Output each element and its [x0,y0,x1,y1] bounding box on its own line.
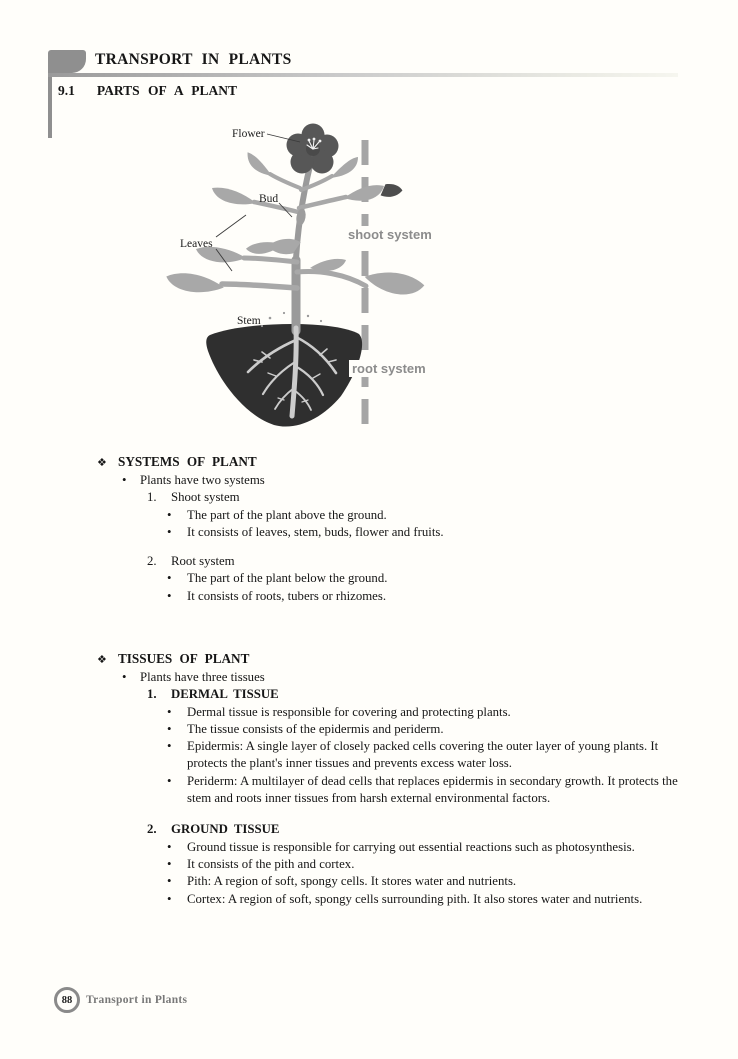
tissues-intro-bullet [97,669,697,686]
item-number: 1. [147,490,157,505]
item-name: Shoot system [171,490,240,505]
dark-leaf-tip [381,182,404,200]
systems-intro-bullet [97,472,697,489]
bullet-icon: • [167,507,172,522]
item-number: 1. [147,687,157,702]
ground-tissue-item [97,821,697,838]
bullet-icon: • [167,739,172,754]
flower-label: Flower [232,128,265,140]
bullet-text: Ground tissue is responsible for carrying out essential reactions such as photosynthesis. [187,839,635,854]
shoot-bullet-1 [97,507,697,524]
stem-label: Stem [237,315,261,327]
dermal-bullet-2 [97,721,697,738]
bud-label: Bud [259,193,279,205]
bullet-icon: • [122,670,127,684]
bullet-icon: • [167,704,172,719]
section-number: 9.1 [58,83,75,98]
systems-section-title [97,453,697,472]
bullet-icon: • [167,571,172,586]
bullet-icon: • [167,839,172,854]
chapter-title: TRANSPORT IN PLANTS [95,51,292,68]
root-system-item [97,553,697,570]
ground-bullet-2 [97,856,697,873]
dermal-bullet-3 [97,738,697,773]
bullet-icon: • [167,856,172,871]
dermal-bullet-4 [97,773,697,808]
bullet-text: Periderm: A multilayer of dead cells that replaces epidermis in secondary growth. It protects the stem and roots inner tissues from harsh external environmental factors. [187,773,678,806]
left-margin-line [48,56,52,138]
bullet-text: Epidermis: A single layer of closely packed cells covering the outer layer of young plants. It protects the plant's inner tissues and prevents excess water loss. [187,739,659,771]
tissues-intro-text: Plants have three tissues [140,670,265,684]
leaves-label: Leaves [180,238,213,250]
bullet-text: It consists of the pith and cortex. [187,856,355,871]
page-number: 88 [61,994,73,1006]
tissues-section-title [97,650,697,669]
systems-title-text: SYSTEMS OF PLANT [118,454,257,469]
root-bullet-2 [97,588,697,605]
shoot-system-item [97,489,697,506]
ground-bullet-4 [97,891,697,908]
item-number: 2. [147,554,157,569]
bullet-text: Pith: A region of soft, spongy cells. It stores water and nutrients. [187,874,517,889]
diamond-marker-icon: ❖ [97,653,107,666]
bullet-icon: • [167,891,172,906]
bullet-text: The part of the plant above the ground. [187,507,387,522]
bullet-icon: • [167,524,172,539]
plant-diagram-svg [150,110,470,440]
tissues-title-text: TISSUES OF PLANT [118,651,250,666]
bullet-text: It consists of roots, tubers or rhizomes. [187,588,387,603]
root-system-label: root system [352,361,426,376]
plant-diagram [150,110,470,440]
tissues-of-plant-section [97,650,697,908]
bullet-icon: • [167,721,172,736]
bullet-text: The tissue consists of the epidermis and periderm. [187,721,444,736]
shoot-bullet-2 [97,524,697,541]
bullet-icon: • [167,588,172,603]
bullet-text: Dermal tissue is responsible for covering and protecting plants. [187,704,511,719]
bullet-text: It consists of leaves, stem, buds, flower and fruits. [187,524,444,539]
root-bullet-1 [97,570,697,587]
item-number: 2. [147,822,157,837]
header-divider-line [48,73,678,77]
bullet-icon: • [167,874,172,889]
shoot-system-label: shoot system [348,227,432,242]
ground-bullet-3 [97,873,697,890]
systems-of-plant-section [97,453,697,605]
soil-shape [206,324,362,427]
item-name: Root system [171,554,235,569]
ground-bullet-1 [97,839,697,856]
diamond-marker-icon: ❖ [97,456,107,469]
bullet-text: Cortex: A region of soft, spongy cells surrounding pith. It also stores water and nutrients. [187,891,643,906]
item-name: DERMAL TISSUE [171,687,279,702]
dermal-tissue-item [97,686,697,703]
bullet-icon: • [167,773,172,788]
section-heading [58,83,237,99]
page-number-badge [54,987,80,1013]
flower-shape [287,124,339,174]
systems-intro-text: Plants have two systems [140,473,265,487]
dermal-bullet-1 [97,704,697,721]
chapter-tab-shape [48,50,86,73]
bullet-icon: • [122,473,127,487]
section-name: PARTS OF A PLANT [96,83,238,98]
bullet-text: The part of the plant below the ground. [187,571,388,586]
footer-chapter-label: Transport in Plants [86,994,188,1006]
item-name: GROUND TISSUE [171,822,280,837]
